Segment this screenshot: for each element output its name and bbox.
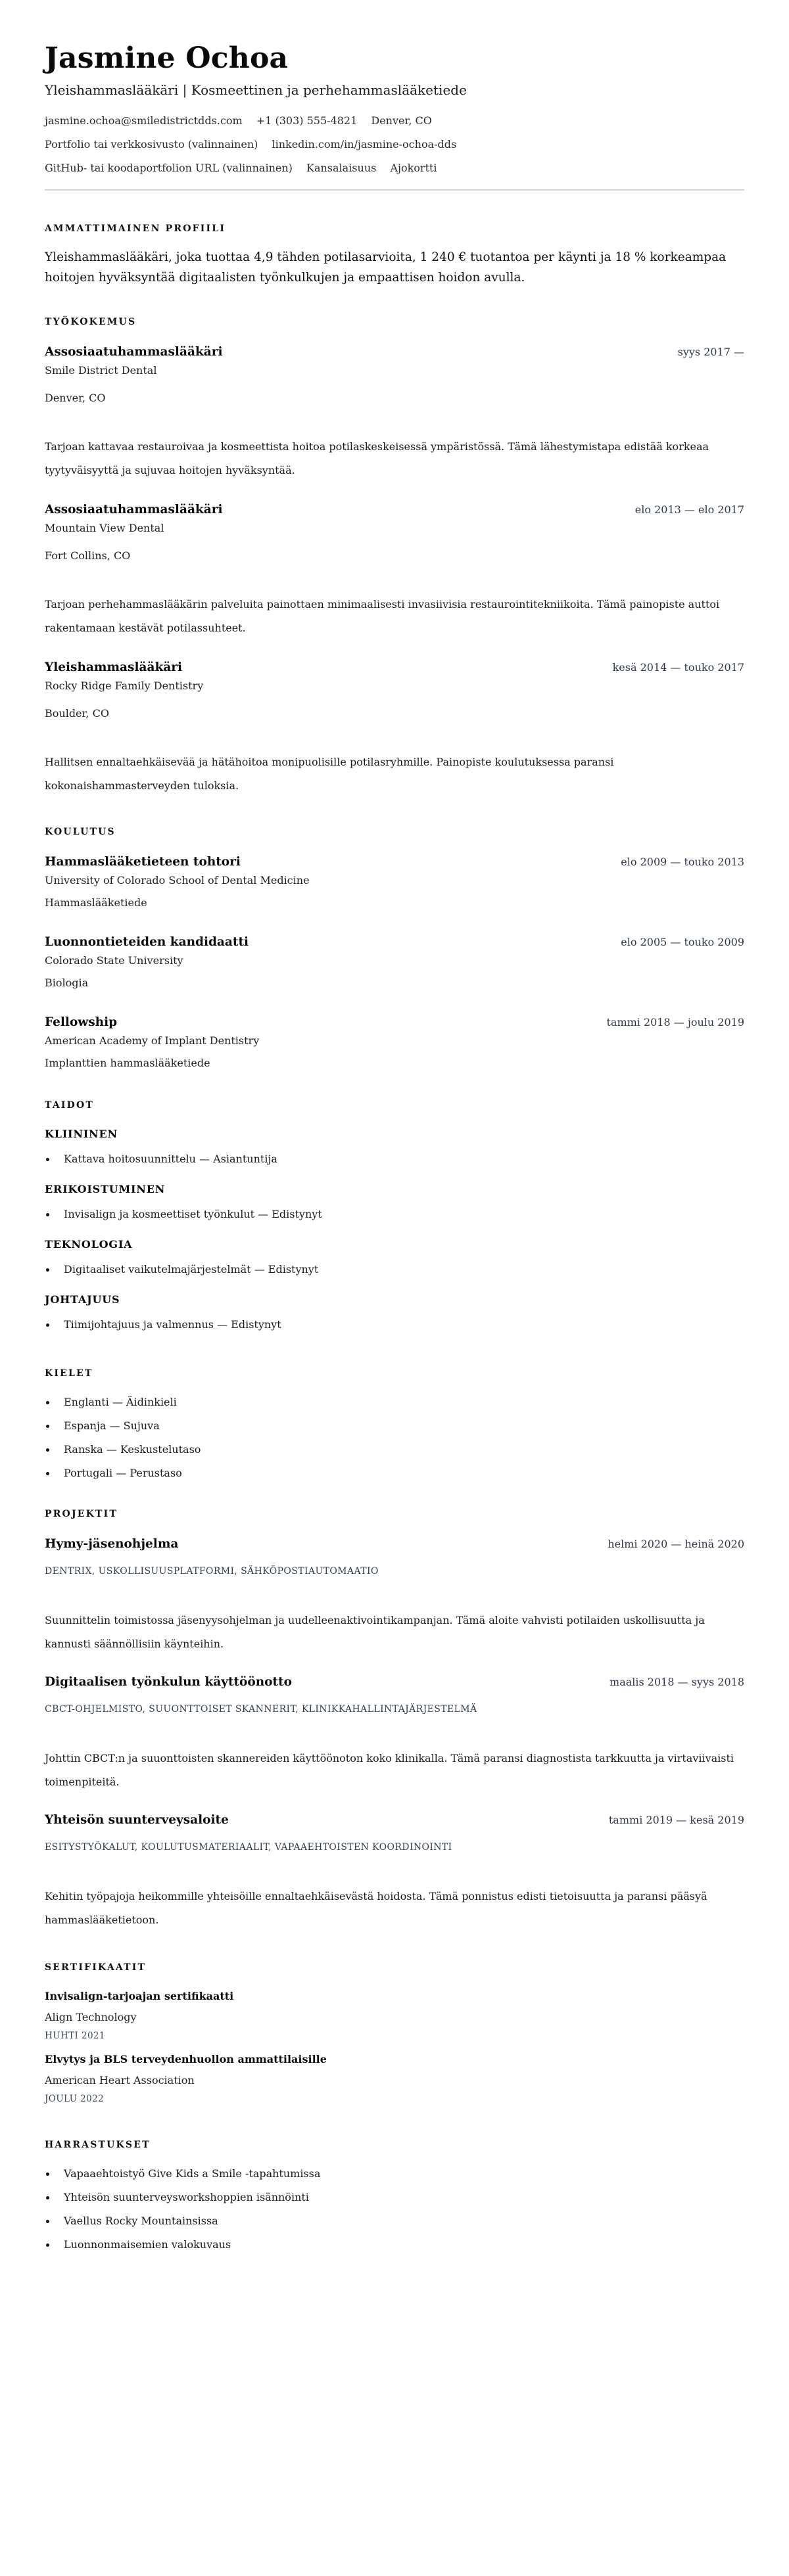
education-entry: [45, 933, 744, 991]
candidate-headline: Yleishammaslääkäri | Kosmeettinen ja perhehammaslääketiede: [45, 82, 467, 98]
degree-title: Fellowship: [45, 1015, 118, 1029]
contact-block: [45, 113, 744, 176]
skill-category: KLIININEN: [45, 1128, 118, 1140]
project-tags: ESITYSTYÖKALUT, KOULUTUSMATERIAALIT, VAPAAEHTOISTEN KOORDINOINTI: [45, 1842, 452, 1852]
degree-title: Hammaslääketieteen tohtori: [45, 855, 241, 869]
skill-item: Digitaaliset vaikutelmajärjestelmät — Edistynyt: [45, 1262, 744, 1277]
resume-header: [45, 39, 744, 191]
job-location: Denver, CO: [45, 392, 106, 404]
job-location: Fort Collins, CO: [45, 549, 131, 562]
skill-item: Invisalign ja kosmeettiset työnkulut — Edistynyt: [45, 1207, 744, 1222]
project-entry: [45, 1673, 744, 1794]
section-title-education: KOULUTUS: [45, 827, 116, 837]
section-title-experience: TYÖKOKEMUS: [45, 317, 137, 327]
section-interests: [45, 2138, 744, 2253]
skill-group: [45, 1182, 744, 1222]
job-company: Mountain View Dental: [45, 522, 164, 534]
project-entry: [45, 1535, 744, 1656]
certification-date: JOULU 2022: [45, 2094, 105, 2104]
skill-category: ERIKOISTUMINEN: [45, 1183, 166, 1195]
degree-title: Luonnontieteiden kandidaatti: [45, 935, 249, 949]
project-tags: DENTRIX, USKOLLISUUSPLATFORMI, SÄHKÖPOSTIAUTOMAATIO: [45, 1566, 379, 1576]
contact-line-2: [45, 137, 744, 152]
language-item: Espanja — Sujuva: [45, 1418, 744, 1434]
job-description: Hallitsen ennaltaehkäisevää ja hätähoitoa monipuolisille potilasryhmille. Painopiste koulutuksessa paransi kokonaishammasterveyden tuloksia.: [45, 756, 614, 792]
job-dates: kesä 2014 — touko 2017: [612, 661, 744, 674]
contact-portfolio[interactable]: Portfolio tai verkkosivusto (valinnainen): [45, 138, 258, 150]
section-profile: [45, 222, 744, 288]
profile-summary: Yleishammaslääkäri, joka tuottaa 4,9 tähden potilasarvioita, 1 240 € tuotantoa per käynti ja 18 % korkeampaa hoitojen hyväksyntää digitaalisten työnkulkujen ja empaattisen hoidon avulla.: [45, 250, 727, 285]
interest-item: Luonnonmaisemien valokuvaus: [45, 2237, 744, 2253]
skill-group: [45, 1237, 744, 1277]
field-of-study: Hammaslääketiede: [45, 896, 147, 909]
contact-email[interactable]: jasmine.ochoa@smiledistrictdds.com: [45, 114, 243, 127]
project-name: Digitaalisen työnkulun käyttöönotto: [45, 1675, 292, 1689]
section-languages: [45, 1367, 744, 1481]
section-title-skills: TAIDOT: [45, 1100, 95, 1111]
project-dates: maalis 2018 — syys 2018: [610, 1676, 744, 1688]
candidate-name: Jasmine Ochoa: [45, 41, 289, 75]
job-title: Assosiaatuhammaslääkäri: [45, 345, 223, 359]
project-tags: CBCT-OHJELMISTO, SUUONTTOISET SKANNERIT, KLINIKKAHALLINTAJÄRJESTELMÄ: [45, 1704, 477, 1714]
skill-category: JOHTAJUUS: [45, 1293, 120, 1306]
project-description: Suunnittelin toimistossa jäsenyysohjelman ja uudelleenaktivointikampanjan. Tämä aloite vahvisti potilaiden uskollisuutta ja kannusti säännöllisiin käynteihin.: [45, 1614, 705, 1650]
school-name: University of Colorado School of Dental Medicine: [45, 874, 310, 886]
experience-entry: [45, 501, 744, 640]
language-item: Englanti — Äidinkieli: [45, 1394, 744, 1410]
school-name: Colorado State University: [45, 954, 183, 967]
project-entry: [45, 1811, 744, 1932]
certification-date: HUHTI 2021: [45, 2031, 105, 2041]
school-name: American Academy of Implant Dentistry: [45, 1034, 260, 1047]
contact-drivers-license: Ajokortti: [390, 162, 437, 174]
section-title-interests: HARRASTUKSET: [45, 2140, 151, 2150]
field-of-study: Implanttien hammaslääketiede: [45, 1057, 210, 1069]
contact-citizenship: Kansalaisuus: [306, 162, 377, 174]
interest-item: Vapaaehtoistyö Give Kids a Smile -tapahtumissa: [45, 2166, 744, 2182]
interest-item: Yhteisön suunterveysworkshoppien isännöinti: [45, 2190, 744, 2205]
job-description: Tarjoan kattavaa restauroivaa ja kosmeettista hoitoa potilaskeskeisessä ympäristössä. Tämä lähestymistapa edistää korkeaa tyytyväisyyttä ja sujuvaa hoitojen hyväksyntää.: [45, 440, 709, 476]
language-item: Portugali — Perustaso: [45, 1465, 744, 1481]
section-projects: [45, 1507, 744, 1932]
language-item: Ranska — Keskustelutaso: [45, 1442, 744, 1458]
project-description: Johttin CBCT:n ja suuonttoisten skannereiden käyttöönoton koko klinikalla. Tämä paransi diagnostista tarkkuutta ja virtaviivaisti toimenpiteitä.: [45, 1752, 734, 1788]
skill-item: Tiimijohtajuus ja valmennus — Edistynyt: [45, 1317, 744, 1333]
certification-entry: [45, 2052, 744, 2105]
section-experience: [45, 315, 744, 798]
project-description: Kehitin työpajoja heikommille yhteisöille ennaltaehkäisevästä hoidosta. Tämä ponnistus edisti tietoisuutta ja paransi pääsyä hammaslääketietoon.: [45, 1890, 707, 1926]
section-title-projects: PROJEKTIT: [45, 1509, 118, 1519]
experience-entry: [45, 343, 744, 482]
education-entry: [45, 853, 744, 911]
contact-github[interactable]: GitHub- tai koodaportfolion URL (valinnainen): [45, 162, 293, 174]
experience-entry: [45, 658, 744, 798]
job-description: Tarjoan perhehammaslääkärin palveluita painottaen minimaalisesti invasiivisia restaurointitekniikoita. Tämä painopiste auttoi rakentamaan kestävät potilassuhteet.: [45, 598, 720, 634]
certification-entry: [45, 1989, 744, 2042]
section-certifications: [45, 1961, 744, 2105]
project-name: Hymy-jäsenohjelma: [45, 1537, 179, 1551]
section-title-profile: AMMATTIMAINEN PROFIILI: [45, 223, 226, 234]
section-title-languages: KIELET: [45, 1368, 93, 1379]
certification-name: Elvytys ja BLS terveydenhuollon ammattilaisille: [45, 2053, 327, 2065]
contact-line-3: [45, 160, 744, 176]
contact-linkedin[interactable]: linkedin.com/in/jasmine-ochoa-dds: [272, 138, 457, 150]
skill-group: [45, 1292, 744, 1333]
interest-item: Vaellus Rocky Mountainsissa: [45, 2213, 744, 2229]
education-entry: [45, 1013, 744, 1071]
degree-dates: tammi 2018 — joulu 2019: [606, 1016, 744, 1028]
skill-group: [45, 1126, 744, 1167]
job-dates: elo 2013 — elo 2017: [634, 503, 744, 516]
header-divider: [45, 189, 744, 191]
contact-line-1: [45, 113, 744, 129]
job-title: Yleishammaslääkäri: [45, 660, 183, 674]
certification-name: Invisalign-tarjoajan sertifikaatti: [45, 1990, 234, 2002]
contact-phone[interactable]: +1 (303) 555-4821: [256, 114, 358, 127]
certification-issuer: American Heart Association: [45, 2074, 195, 2086]
certification-issuer: Align Technology: [45, 2011, 137, 2023]
section-education: [45, 825, 744, 1071]
job-company: Smile District Dental: [45, 364, 157, 377]
job-title: Assosiaatuhammaslääkäri: [45, 503, 223, 517]
contact-location: Denver, CO: [371, 114, 432, 127]
project-dates: helmi 2020 — heinä 2020: [608, 1538, 744, 1550]
section-title-certifications: SERTIFIKAATIT: [45, 1962, 147, 1973]
job-company: Rocky Ridge Family Dentistry: [45, 679, 204, 692]
project-dates: tammi 2019 — kesä 2019: [608, 1814, 744, 1826]
skill-category: TEKNOLOGIA: [45, 1238, 133, 1251]
skill-item: Kattava hoitosuunnittelu — Asiantuntija: [45, 1151, 744, 1167]
project-name: Yhteisön suunterveysaloite: [45, 1813, 229, 1827]
job-dates: syys 2017 —: [677, 346, 744, 358]
degree-dates: elo 2005 — touko 2009: [621, 936, 744, 948]
section-skills: [45, 1099, 744, 1333]
field-of-study: Biologia: [45, 977, 89, 989]
degree-dates: elo 2009 — touko 2013: [621, 856, 744, 868]
job-location: Boulder, CO: [45, 707, 109, 720]
